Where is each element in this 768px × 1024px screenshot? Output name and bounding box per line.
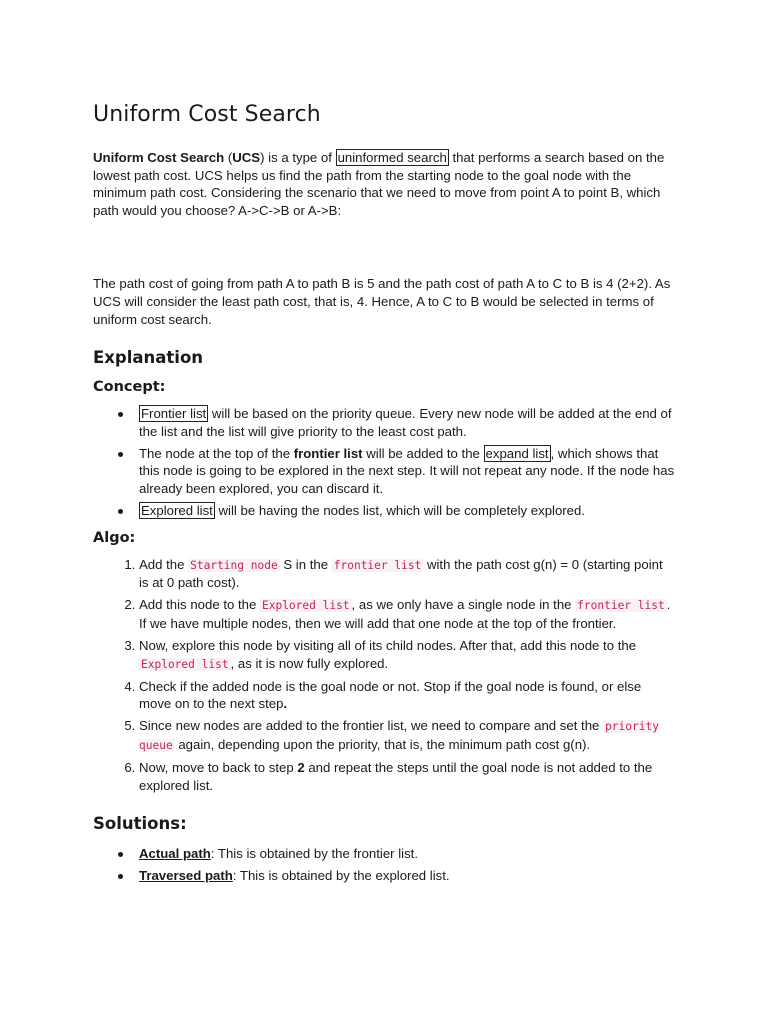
- list-item-text: will be having the nodes list, which will be completely explored.: [214, 503, 586, 519]
- algo-step: [139, 596, 675, 632]
- step-text: and repeat the steps until the goal node is not added to the explored list.: [139, 760, 653, 793]
- algo-step: [139, 717, 675, 754]
- step-text: again, depending upon the priority, that is, the minimum path cost g(n).: [174, 737, 591, 753]
- inline-code: Starting node: [190, 558, 278, 572]
- step-bold: 2: [297, 760, 305, 776]
- step-bold: .: [283, 696, 288, 712]
- list-item-text: will be based on the priority queue. Every new node will be added at the end of the list and the list will give priority to the least cost path.: [139, 406, 672, 439]
- page-title: Uniform Cost Search: [93, 102, 321, 127]
- traversed-path-label: Traversed path: [139, 868, 233, 884]
- step-text: S in the: [279, 556, 332, 572]
- list-item: [139, 867, 675, 885]
- list-item: [139, 502, 675, 520]
- path-cost-paragraph: The path cost of going from path A to path B is 5 and the path cost of path A to C to B is 4 (2+2). As UCS will consider the least path cost, that is, 4. Hence, A to C to B would be selected in terms of uniform cost search.: [93, 276, 671, 327]
- step-text: with the path cost g(n) = 0 (starting point is at 0 path cost).: [139, 556, 663, 591]
- step-text: . If we have multiple nodes, then we will add that one node at the top of the frontier.: [139, 597, 671, 631]
- frontier-list-link[interactable]: Frontier list: [141, 406, 207, 422]
- inline-code: Explored list: [141, 657, 229, 671]
- list-item-text: will be added to the: [362, 445, 484, 461]
- list-item: [139, 445, 675, 498]
- step-text: Now, explore this node by visiting all of its child nodes. After that, add this node to the: [139, 638, 637, 654]
- intro-paragraph: [93, 149, 675, 219]
- step-text: , as we only have a single node in the: [351, 597, 576, 613]
- intro-text: that performs a search based on the lowest path cost. UCS helps us find the path from the starting node to the goal node with the minimum path cost. Considering the scenario that we need to move from point A to point B, which path would you choose? A->C->B or A->B:: [93, 150, 665, 218]
- explored-list-link[interactable]: Explored list: [141, 503, 213, 519]
- algo-step: [139, 556, 675, 592]
- step-text: , as it is now fully explored.: [230, 655, 389, 671]
- inline-code: frontier list: [333, 558, 422, 572]
- algo-heading: Algo:: [93, 529, 136, 546]
- algo-step: [139, 637, 675, 673]
- list-item: [139, 845, 675, 863]
- step-text: Check if the added node is the goal node or not. Stop if the goal node is found, or else move on to the next step: [139, 678, 642, 712]
- intro-abbr: UCS: [232, 150, 261, 165]
- inline-code: frontier list: [577, 599, 665, 613]
- step-text: Add this node to the: [139, 597, 260, 613]
- list-item-text: , which shows that this node is going to be explored in the next step. It will not repeat any node. If the node has already been explored, you can discard it.: [139, 445, 675, 497]
- image-placeholder-gap: [93, 219, 675, 275]
- frontier-list-bold: frontier list: [293, 445, 363, 461]
- explanation-heading: Explanation: [93, 348, 204, 368]
- step-text: Now, move to back to step: [139, 760, 298, 776]
- step-text: Since new nodes are added to the frontier list, we need to compare and set the: [139, 718, 604, 734]
- solutions-list: [93, 845, 675, 885]
- list-item-text: : This is obtained by the frontier list.: [210, 846, 419, 862]
- algo-step: [139, 759, 675, 794]
- actual-path-label: Actual path: [139, 846, 211, 862]
- solutions-heading: Solutions:: [93, 814, 187, 834]
- step-text: Add the: [139, 556, 189, 572]
- list-item-text: : This is obtained by the explored list.: [232, 868, 450, 884]
- intro-text: (: [224, 150, 233, 165]
- uninformed-search-link[interactable]: uninformed search: [337, 150, 447, 165]
- inline-code: priority queue: [139, 720, 659, 753]
- concept-heading: Concept:: [93, 379, 166, 396]
- intro-text: ) is a type of: [260, 150, 336, 165]
- expand-list-link[interactable]: expand list: [485, 445, 549, 461]
- concept-list: [93, 405, 675, 520]
- algo-step: [139, 678, 675, 713]
- intro-term: Uniform Cost Search: [93, 150, 225, 165]
- algo-steps-list: [93, 556, 675, 795]
- inline-code: Explored list: [261, 599, 350, 613]
- list-item-text: The node at the top of the: [139, 445, 294, 461]
- list-item: [139, 405, 675, 440]
